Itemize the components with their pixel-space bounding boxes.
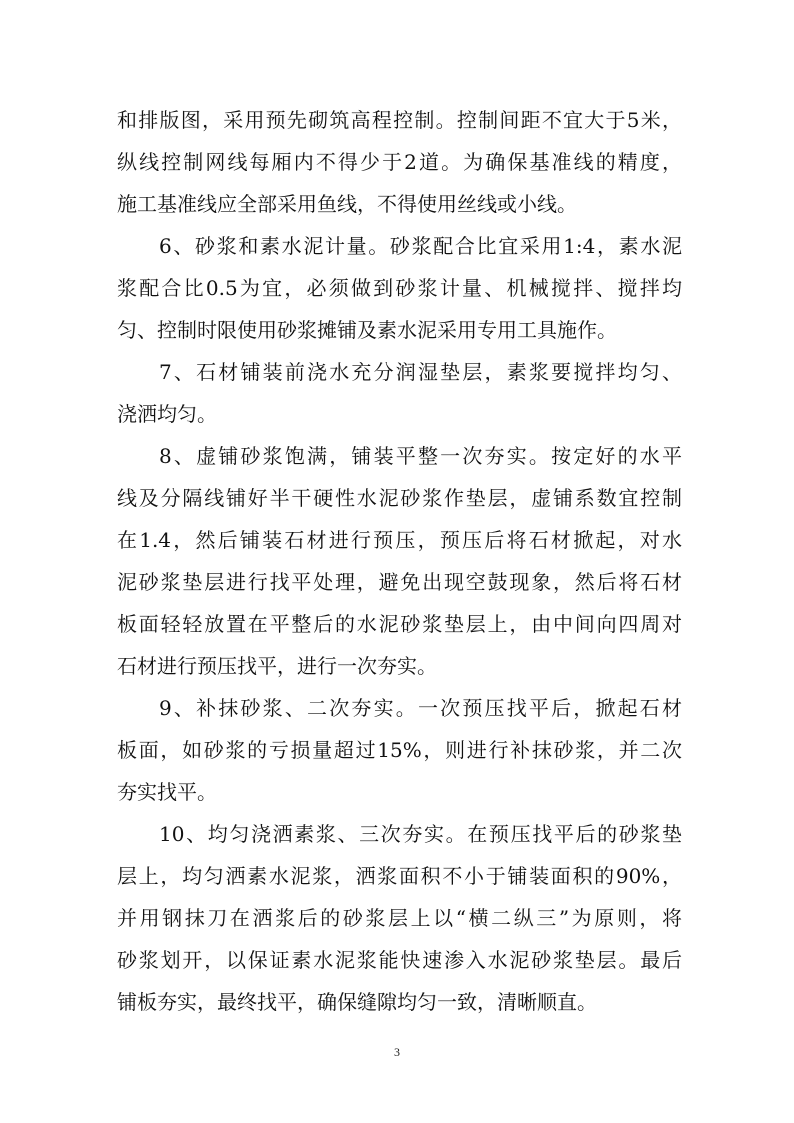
- text-line: 9、补抹砂浆、二次夯实。一次预压找平后，掀起石材: [159, 696, 682, 720]
- text-line: 浇洒均匀。: [117, 402, 217, 426]
- text-line: 匀、控制时限使用砂浆摊铺及素水泥采用专用工具施作。: [117, 318, 617, 342]
- text-line: 和排版图，采用预先砌筑高程控制。控制间距不宜大于5米，: [117, 108, 682, 132]
- text-line: 石材进行预压找平，进行一次夯实。: [117, 654, 437, 678]
- text-line: 7、石材铺装前浇水充分润湿垫层，素浆要搅拌均匀、: [159, 360, 682, 384]
- text-line: 10、均匀浇洒素浆、三次夯实。在预压找平后的砂浆垫: [159, 822, 682, 846]
- text-line: 8、虚铺砂浆饱满，铺装平整一次夯实。按定好的水平: [159, 444, 682, 468]
- text-line: 在1.4，然后铺装石材进行预压，预压后将石材掀起，对水: [117, 528, 682, 552]
- page-number: 3: [394, 1045, 400, 1059]
- body-text: [117, 99, 682, 1023]
- text-line: 铺板夯实，最终找平，确保缝隙均匀一致，清晰顺直。: [117, 990, 597, 1014]
- text-line: 施工基准线应全部采用鱼线，不得使用丝线或小线。: [117, 192, 577, 216]
- text-line: 浆配合比0.5为宜，必须做到砂浆计量、机械搅拌、搅拌均: [117, 276, 682, 300]
- text-line: 层上，均匀洒素水泥浆，洒浆面积不小于铺装面积的90%，: [117, 864, 682, 888]
- text-line: 并用钢抹刀在洒浆后的砂浆层上以“横二纵三”为原则，将: [117, 906, 682, 930]
- text-line: 板面轻轻放置在平整后的水泥砂浆垫层上，由中间向四周对: [117, 612, 682, 636]
- text-line: 砂浆划开，以保证素水泥浆能快速渗入水泥砂浆垫层。最后: [117, 948, 682, 972]
- text-line: 泥砂浆垫层进行找平处理，避免出现空鼓现象，然后将石材: [117, 570, 682, 594]
- text-line: 线及分隔线铺好半干硬性水泥砂浆作垫层，虚铺系数宜控制: [117, 486, 682, 510]
- text-line: 夯实找平。: [117, 780, 217, 804]
- text-line: 6、砂浆和素水泥计量。砂浆配合比宜采用1:4，素水泥: [159, 234, 682, 258]
- text-line: 板面，如砂浆的亏损量超过15%，则进行补抹砂浆，并二次: [117, 738, 682, 762]
- text-line: 纵线控制网线每厢内不得少于2道。为确保基准线的精度，: [117, 150, 682, 174]
